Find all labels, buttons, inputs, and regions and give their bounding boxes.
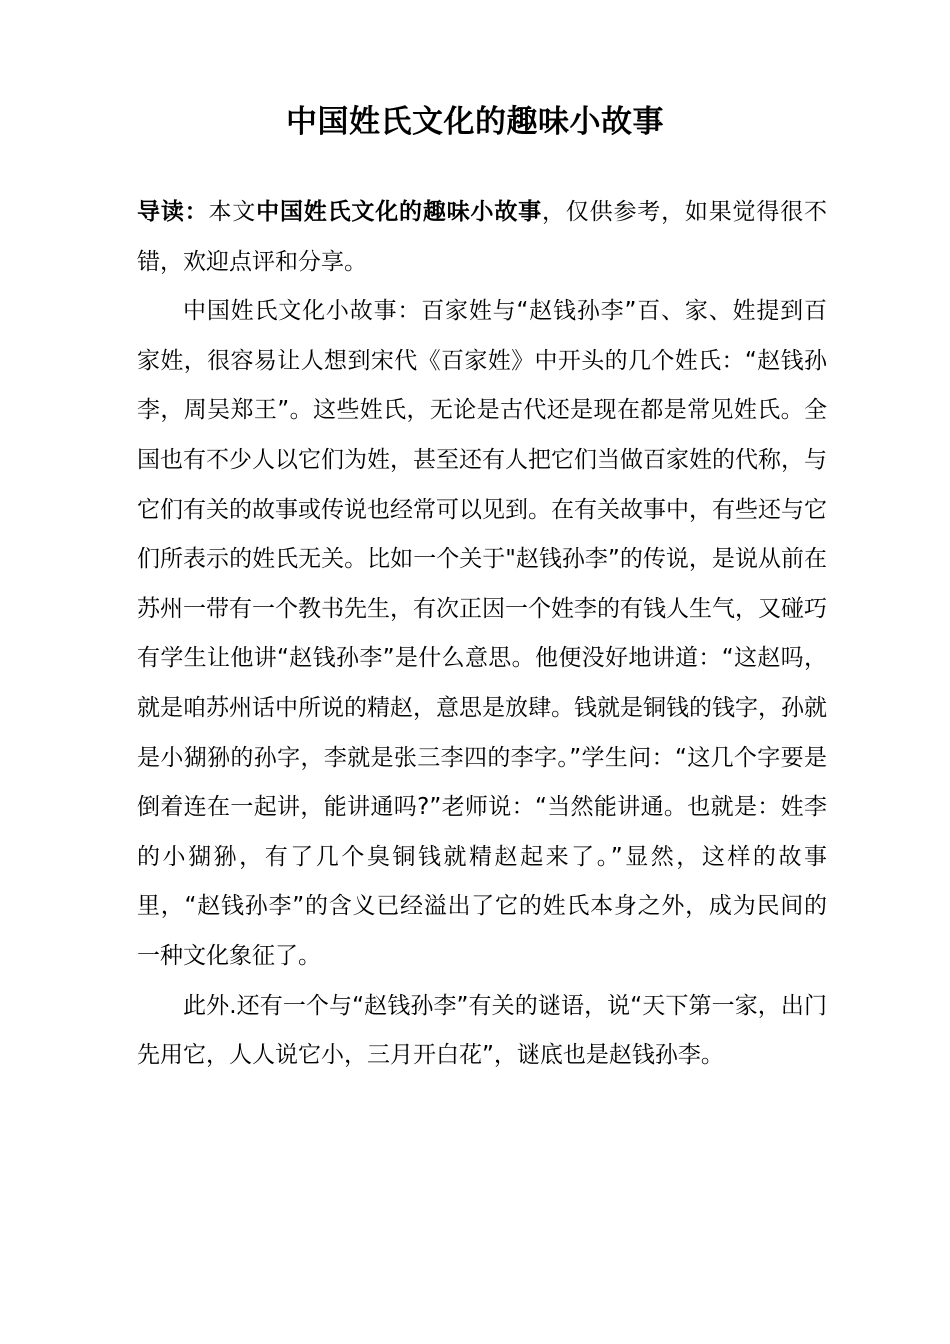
document-body: [137, 188, 827, 1081]
lead-article-title: 中国姓氏文化的趣味小故事: [256, 199, 542, 225]
story-paragraph: 中国姓氏文化小故事：百家姓与“赵钱孙李”百、家、姓提到百家姓，很容易让人想到宋代《百家姓》中开头的几个姓氏：“赵钱孙李，周吴郑王”。这些姓氏，无论是古代还是现在都是常见姓氏。全国也有不少人以它们为姓，甚至还有人把它们当做百家姓的代称，与它们有关的故事或传说也经常可以见到。在有关故事中，有些还与它们所表示的姓氏无关。比如一个关于"赵钱孙李”的传说，是说从前在苏州一带有一个教书先生，有次正因一个姓李的有钱人生气，又碰巧有学生让他讲“赵钱孙李”是什么意思。他便没好地讲道：“这赵吗，就是咱苏州话中所说的精赵，意思是放肆。钱就是铜钱的钱字，孙就是小猢狲的孙字，李就是张三李四的李字。”学生问：“这几个字要是倒着连在一起讲，能讲通吗?”老师说：“当然能讲通。也就是：姓李的小猢狲，有了几个臭铜钱就精赵起来了。”显然，这样的故事里，“赵钱孙李”的含义已经溢出了它的姓氏本身之外，成为民间的一种文化象征了。: [137, 298, 827, 969]
lead-suffix: ，仅供参考，如果觉得很不错，欢迎点评和分享。: [137, 199, 828, 275]
riddle-paragraph: 此外.还有一个与“赵钱孙李”有关的谜语，说“天下第一家，出门先用它，人人说它小，三月开白花”，谜底也是赵钱孙李。: [137, 992, 827, 1069]
lead-prefix: 本文: [208, 199, 257, 225]
lead-paragraph: [137, 188, 827, 287]
lead-label: 导读：: [137, 199, 209, 225]
document-title: 中国姓氏文化的趣味小故事: [286, 104, 664, 140]
